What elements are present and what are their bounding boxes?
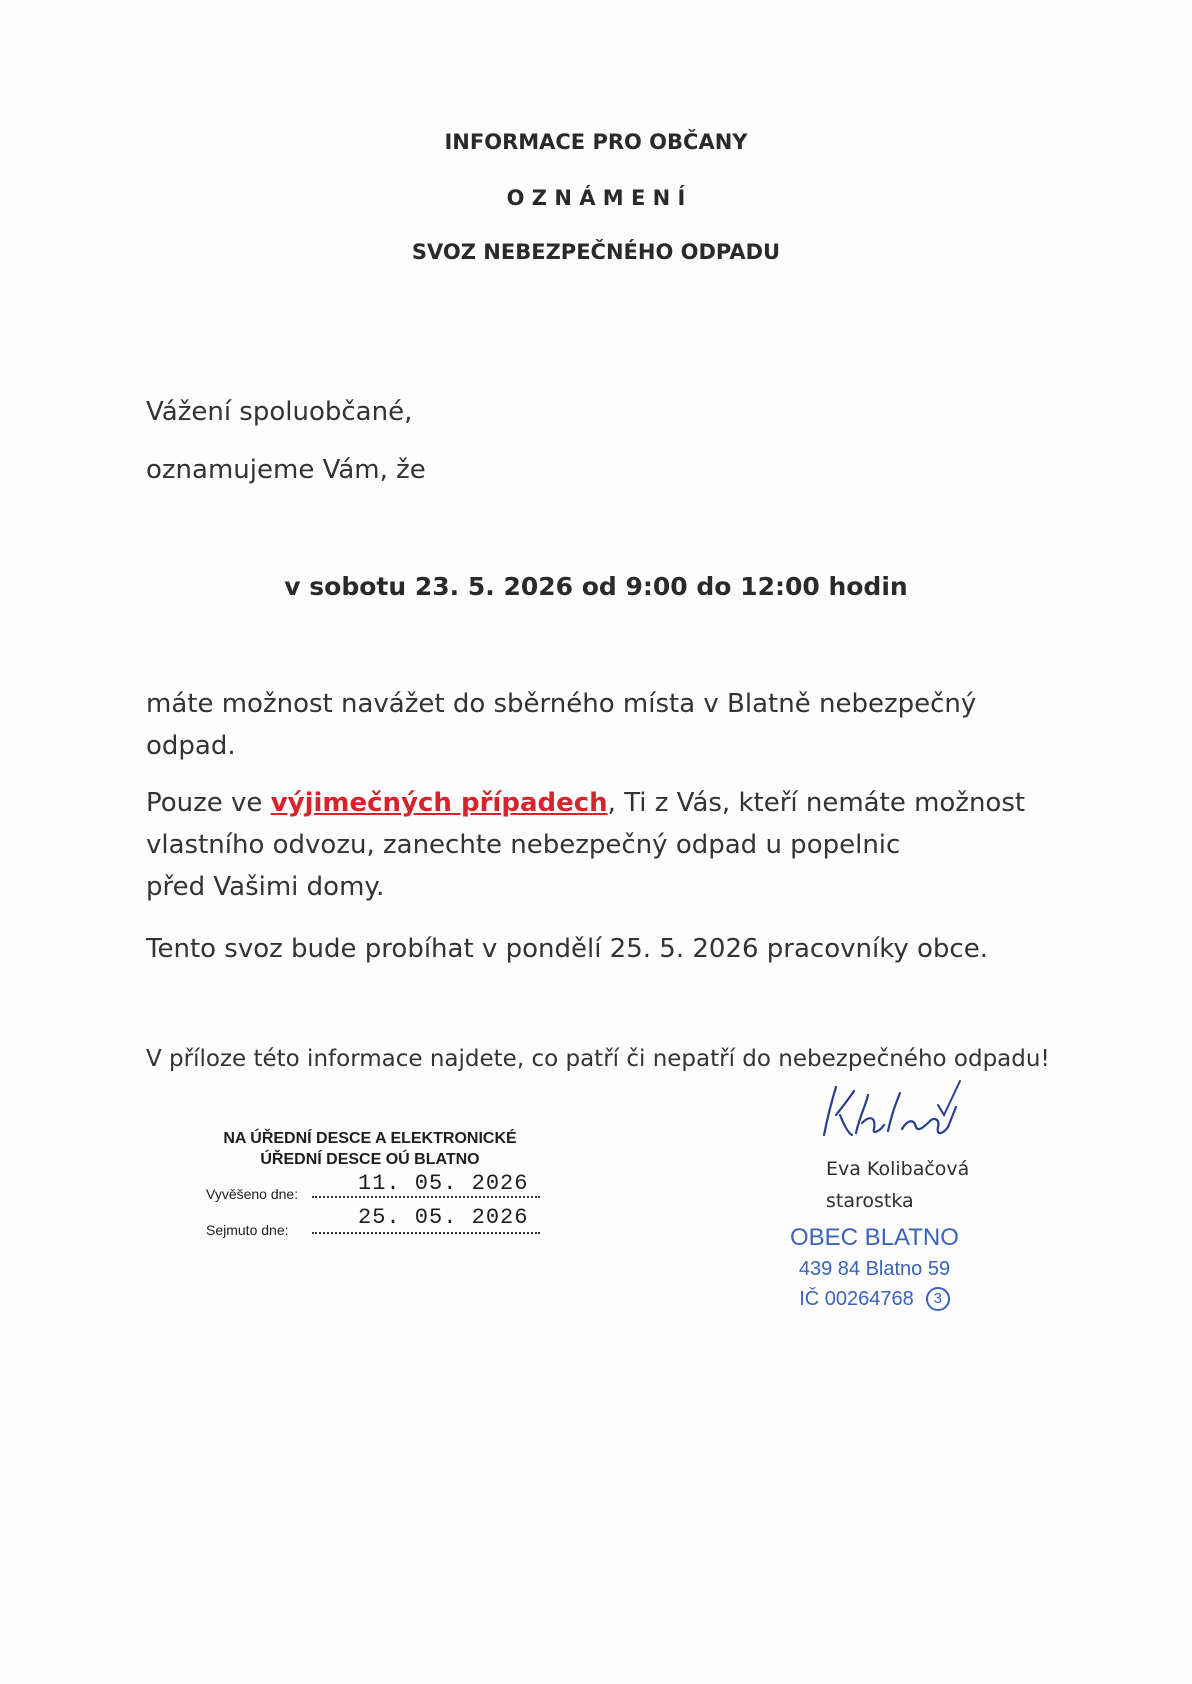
collection-date: v sobotu 23. 5. 2026 od 9:00 do 12:00 hodin	[284, 572, 908, 601]
posted-row	[200, 1170, 540, 1206]
posted-date: 11. 05. 2026	[358, 1171, 529, 1196]
posted-label: Vyvěšeno dne:	[206, 1186, 299, 1202]
notice-board-stamp	[200, 1128, 540, 1242]
removed-label: Sejmuto dne:	[206, 1222, 289, 1238]
stamp-title-1: NA ÚŘEDNÍ DESCE A ELEKTRONICKÉ	[223, 1130, 517, 1147]
paragraph-1: máte možnost navážet do sběrného místa v Blatně nebezpečný odpad.	[146, 689, 977, 761]
municipal-stamp	[790, 1222, 959, 1314]
exception-highlight: výjimečných případech	[270, 788, 608, 818]
municipality-address: 439 84 Blatno 59	[798, 1258, 951, 1280]
removed-dotted-line	[312, 1232, 540, 1234]
paragraph-2-line1-rest: , Ti z Vás, kteří nemáte možnost	[607, 788, 1026, 818]
paragraph-2-line2: vlastního odvozu, zanechte nebezpečný odpad u popelnic	[146, 830, 901, 860]
stamp-title-2: ÚŘEDNÍ DESCE OÚ BLATNO	[260, 1151, 480, 1168]
paragraph-3: Tento svoz bude probíhat v pondělí 25. 5. 2026 pracovníky obce.	[146, 934, 988, 964]
removed-date: 25. 05. 2026	[358, 1205, 529, 1230]
municipality-id-line	[790, 1284, 959, 1314]
signer-role: starostka	[826, 1190, 914, 1212]
paragraph-2-start: Pouze ve	[146, 788, 271, 818]
greeting: Vážení spoluobčané,	[146, 397, 413, 427]
attachment-note: V příloze této informace najdete, co patří či nepatří do nebezpečného odpadu!	[146, 1046, 1050, 1072]
header-line-1: INFORMACE PRO OBČANY	[444, 130, 748, 154]
posted-dotted-line	[312, 1196, 540, 1198]
stamp-number-mark: 3	[926, 1287, 950, 1311]
signer-name: Eva Kolibačová	[826, 1158, 970, 1180]
paragraph-2-line3: před Vašimi domy.	[146, 872, 385, 902]
paragraph-2	[146, 782, 1046, 908]
header-subject: SVOZ NEBEZPEČNÉHO ODPADU	[411, 240, 781, 264]
removed-row	[200, 1206, 540, 1242]
intro-text: oznamujeme Vám, že	[146, 455, 426, 485]
municipality-id: IČ 00264768	[799, 1288, 914, 1310]
handwritten-signature	[810, 1075, 980, 1155]
header-announcement: O Z N Á M E N Í	[506, 186, 686, 210]
signer-block	[826, 1153, 969, 1217]
municipality-name: OBEC BLATNO	[790, 1224, 959, 1251]
